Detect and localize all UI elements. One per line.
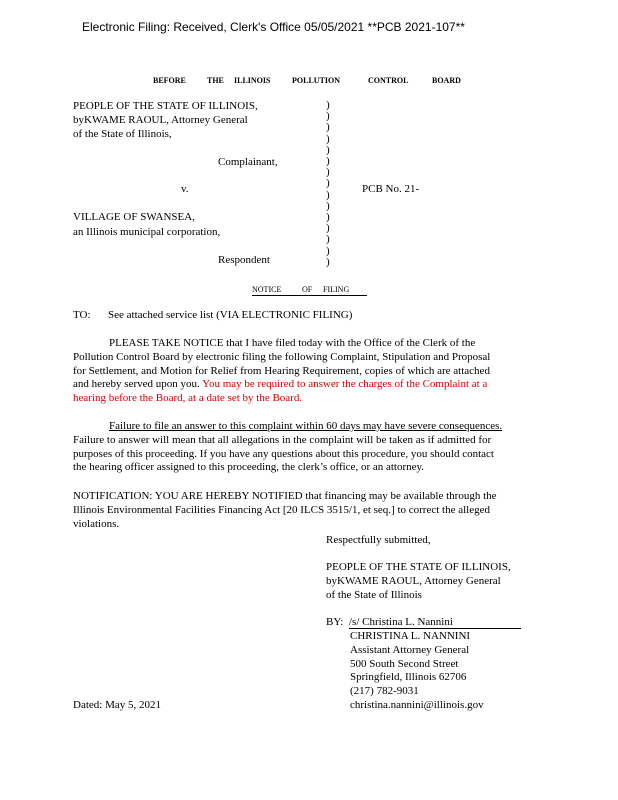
notice-heading-underline [252, 295, 367, 296]
caption-case-number: PCB No. 21- [362, 183, 420, 195]
caption-plaintiff-line2: byKWAME RAOUL, Attorney General [73, 114, 248, 126]
paren: ) [326, 99, 330, 111]
p1-line4 [73, 378, 490, 392]
paren: ) [326, 166, 330, 179]
signature-party [326, 561, 511, 602]
paren: ) [326, 244, 330, 257]
caption-defendant-line1: VILLAGE OF SWANSEA, [73, 211, 195, 223]
caption-complainant: Complainant, [218, 156, 278, 168]
board-heading-before: BEFORE [153, 76, 186, 85]
sig-party-line3: of the State of Illinois [326, 588, 422, 601]
paren: ) [326, 188, 330, 201]
paren: ) [326, 233, 330, 246]
sig-party-line2: byKWAME RAOUL, Attorney General [326, 574, 501, 587]
attorney-name: CHRISTINA L. NANNINI [350, 630, 471, 642]
closing: Respectfully submitted, [326, 534, 431, 546]
p3-line1: NOTIFICATION: YOU ARE HEREBY NOTIFIED that financing may be available through the [73, 490, 497, 502]
to-text: See attached service list (VIA ELECTRONIC FILING) [108, 309, 353, 321]
paren: ) [326, 199, 330, 212]
signature-line [349, 616, 521, 629]
p2-line1 [73, 420, 502, 434]
p2-line3: purposes of this proceeding. If you have any questions about this procedure, you should contact [73, 447, 494, 460]
paren: ) [326, 255, 330, 268]
filing-stamp: Electronic Filing: Received, Clerk's Office 05/05/2021 **PCB 2021-107** [82, 20, 465, 34]
caption-defendant-line2: an Illinois municipal corporation, [73, 226, 221, 238]
attorney-phone: (217) 782-9031 [350, 685, 419, 698]
paren: ) [326, 110, 330, 123]
notice-heading-notice: NOTICE [252, 285, 282, 294]
board-heading-pollution: POLLUTION [292, 76, 341, 85]
p2-line2: Failure to answer will mean that all allegations in the complaint will be taken as if admitted for [73, 433, 492, 446]
board-heading-illinois: ILLINOIS [234, 76, 271, 85]
paren: ) [326, 143, 330, 156]
notice-heading-filing: FILING [323, 285, 350, 294]
p1-line4-red: You may be required to answer the charges of the Complaint at a [202, 378, 488, 391]
p1-line1: PLEASE TAKE NOTICE that I have filed today with the Office of the Clerk of the [109, 337, 476, 349]
p1-line4-black: and hereby served upon you. [73, 378, 200, 391]
sig-party-line1: PEOPLE OF THE STATE OF ILLINOIS, [326, 561, 511, 573]
p1-line5-red: hearing before the Board, at a date set by the Board. [73, 392, 303, 405]
failure-paragraph [73, 420, 502, 475]
signature-by-label: BY: [326, 616, 344, 628]
notice-paragraph [73, 337, 490, 406]
e-signature: /s/ Christina L. Nannini [349, 616, 453, 628]
caption-plaintiff-line1: PEOPLE OF THE STATE OF ILLINOIS, [73, 100, 258, 112]
paren: ) [326, 211, 330, 224]
attorney-title: Assistant Attorney General [350, 643, 470, 656]
p2-line4: the hearing officer assigned to this proceeding, the clerk’s office, or an attorney. [73, 461, 425, 474]
notice-heading-of: OF [302, 285, 313, 294]
notification-paragraph [73, 490, 497, 531]
p3-line2: Illinois Environmental Facilities Financing Act [20 ILCS 3515/1, et seq.] to correct the alleged [73, 503, 490, 516]
p3-line3: violations. [73, 517, 120, 530]
attorney-email: christina.nannini@illinois.gov [350, 698, 484, 711]
caption-versus: v. [181, 183, 189, 195]
signature-attorney-block [350, 630, 484, 713]
paren: ) [326, 177, 330, 190]
attorney-address1: 500 South Second Street [350, 657, 459, 670]
attorney-address2: Springfield, Illinois 62706 [350, 671, 467, 684]
p1-line3: for Settlement, and Motion for Relief from Hearing Requirement, copies of which are attached [73, 364, 490, 377]
paren: ) [326, 155, 330, 168]
failure-warning: Failure to file an answer to this complaint within 60 days may have severe consequences. [109, 420, 503, 432]
paren: ) [326, 132, 330, 145]
caption-paren-column [326, 100, 330, 268]
paren: ) [326, 222, 330, 235]
board-heading-the: THE [207, 76, 224, 85]
to-label: TO: [73, 309, 91, 321]
caption-plaintiff-line3: of the State of Illinois, [73, 128, 172, 140]
caption-respondent: Respondent [218, 254, 270, 266]
dated-line: Dated: May 5, 2021 [73, 699, 161, 711]
board-heading-control: CONTROL [368, 76, 409, 85]
p1-line2: Pollution Control Board by electronic filing the following Complaint, Stipulation and Proposal [73, 350, 491, 363]
board-heading-board: BOARD [432, 76, 461, 85]
paren: ) [326, 121, 330, 134]
